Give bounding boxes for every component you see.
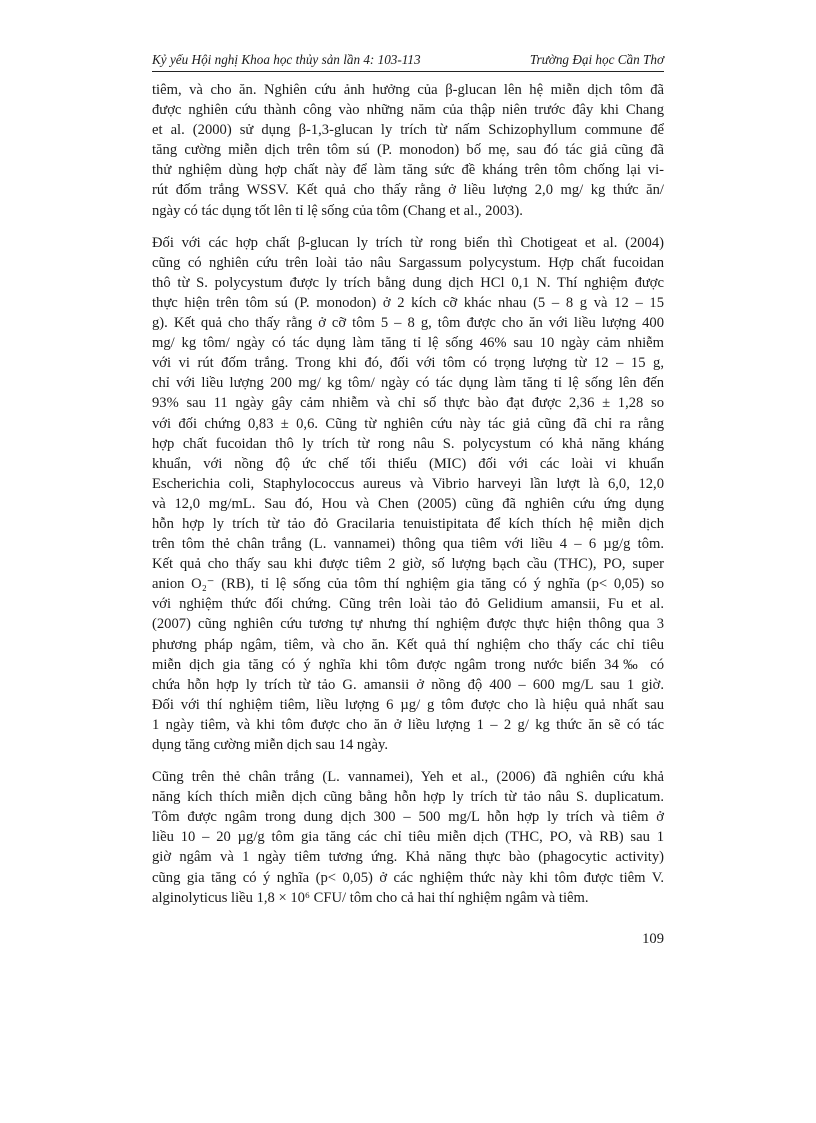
text-line: thô từ S. polycystum được ly trích bằng dung dịch HCl 0,1 N. Thí nghiệm được [152, 274, 664, 291]
text-line: ngày có tác dụng tốt lên tỉ lệ sống của tôm (Chang et al., 2003). [152, 202, 523, 219]
text-line: miễn dịch gia tăng có ý nghĩa khi tôm được ngâm trong nước biển 34‰ có [152, 656, 664, 673]
text-line: năng kích thích miễn dịch cũng bằng hỗn hợp ly trích từ tảo nâu S. duplicatum. [152, 789, 664, 806]
text-line: hỗn hợp ly trích từ tảo đỏ Gracilaria tenuistipitata để kích thích hệ miễn dịch [152, 515, 664, 532]
text-line: Đối với thí nghiệm tiêm, liều lượng 6 µg/ g tôm được cho là hiệu quả nhất sau [152, 696, 664, 713]
header-rule [152, 71, 664, 72]
text-line: cũng gia tăng có ý nghĩa (p< 0,05) ở các nghiệm thức này khi tôm được tiêm V. [152, 869, 664, 886]
paragraph [152, 767, 664, 908]
text-line: tiêm, và cho ăn. Nghiên cứu ảnh hưởng của β-glucan lên hệ miễn dịch tôm đã [152, 82, 664, 98]
text-line: mg/ kg tôm/ ngày có tác dụng làm tăng tỉ lệ sống 46% sau 10 ngày cảm nhiễm [152, 335, 664, 352]
text-line: khuẩn, với nồng độ ức chế tối thiểu (MIC) đối với các loài vi khuẩn [152, 455, 664, 472]
text-line: với đối chứng 0,83 ± 0,6. Cũng từ nghiên cứu này tác giả cũng đã chỉ ra rằng [152, 415, 664, 432]
page-number: 109 [642, 931, 664, 947]
text-line: Tôm được ngâm trong dung dịch 300 – 500 mg/L hỗn hợp ly trích và tiêm ở [152, 809, 664, 826]
text-line: Đối với các hợp chất β-glucan ly trích từ rong biển thì Chotigeat et al. (2004) [152, 234, 664, 251]
text-line: g). Kết quả cho thấy rằng ở cỡ tôm 5 – 8 g, tôm được cho ăn với liều lượng 400 [152, 315, 664, 332]
text-line: tăng cường miễn dịch trên tôm sú (P. monodon) bố mẹ, sau đó tác giả cũng đã [152, 142, 664, 159]
text-line: thực hiện trên tôm sú (P. monodon) ở 2 kích cỡ khác nhau (5 – 8 g và 12 – 15 [152, 294, 664, 311]
text-line: Escherichia coli, Staphylococcus aureus và Vibrio harveyi lần lượt là 6,0, 12,0 [152, 475, 664, 492]
text-line: 93% sau 11 ngày gây cảm nhiễm và chỉ số thực bào đạt được 2,36 ± 1,28 so [152, 395, 664, 412]
text-line: 1 ngày tiêm, và khi tôm được cho ăn ở liều lượng 1 – 2 g/ kg thức ăn sẽ có tác [152, 716, 664, 733]
paragraph [152, 80, 664, 221]
text-line: et al. (2000) sử dụng β-1,3-glucan ly trích từ nấm Schizophyllum commune để [152, 122, 664, 139]
text-line: hợp chất fucoidan thô ly trích từ rong nâu S. polycystum có khả năng kháng [152, 435, 664, 452]
text-line: alginolyticus liều 1,8 × 10⁶ CFU/ tôm cho cả hai thí nghiệm ngâm và tiêm. [152, 889, 589, 906]
text-line: chứa hỗn hợp ly trích từ tảo G. amansii ở nồng độ 400 – 600 mg/L sau 1 giờ. [152, 676, 664, 693]
text-line: Cũng trên thẻ chân trắng (L. vannamei), Yeh et al., (2006) đã nghiên cứu khả [152, 769, 664, 786]
text-line: với vi rút đốm trắng. Trong khi đó, đối với tôm có trọng lượng từ 12 – 15 g, [152, 355, 664, 372]
text-line: trên tôm thẻ chân trắng (L. vannamei) thông qua tiêm với liều 4 – 6 µg/g tôm. [152, 536, 664, 553]
text-line: và 12,0 mg/mL. Sau đó, Hou và Chen (2005) cũng đã nghiên cứu ứng dụng [152, 495, 664, 512]
text-line: anion O₂⁻ (RB), tỉ lệ sống của tôm thí nghiệm gia tăng có ý nghĩa (p< 0,05) so [152, 576, 664, 593]
text-line: rút đốm trắng WSSV. Kết quả cho thấy rằng ở liều lượng 2,0 mg/ kg thức ăn/ [152, 182, 664, 199]
header-proceedings-title: Kỷ yếu Hội nghị Khoa học thủy sản lần 4: 103-113 [152, 52, 421, 67]
text-line: được nghiên cứu thành công vào những năm của thập niên trước đây khi Chang [152, 102, 664, 119]
running-header [152, 52, 664, 72]
paragraph [152, 233, 664, 755]
text-line: chỉ với liều lượng 200 mg/ kg tôm/ ngày có tác dụng làm tăng tỉ lệ sống lên đến [152, 375, 664, 392]
text-line: thử nghiệm dùng hợp chất này để làm tăng sức đề kháng trên tôm chống lại vi- [152, 162, 664, 179]
text-line: dụng tăng cường miễn dịch sau 14 ngày. [152, 737, 388, 753]
text-line: với nghiệm thức đối chứng. Cũng trên loài tảo đỏ Gelidium amansii, Fu et al. [152, 596, 664, 613]
text-line: phương pháp ngâm, tiêm, và cho ăn. Kết quả thí nghiệm cho thấy các chỉ tiêu [152, 636, 664, 653]
text-line: liều 10 – 20 µg/g tôm gia tăng các chỉ tiêu miễn dịch (THC, PO, và RB) sau 1 [152, 829, 664, 846]
text-line: cũng có nghiên cứu trên loài tảo nâu Sargassum polycystum. Hợp chất fucoidan [152, 254, 664, 271]
article-body [152, 80, 664, 920]
header-university: Trường Đại học Cần Thơ [529, 52, 664, 67]
text-line: Kết quả cho thấy sau khi được tiêm 2 giờ, số lượng bạch cầu (THC), PO, super [152, 556, 664, 573]
text-line: giờ ngâm và 1 ngày tiêm tương ứng. Khả năng thực bào (phagocytic activity) [152, 849, 664, 866]
text-line: (2007) cũng nghiên cứu tương tự nhưng thí nghiệm được thực hiện thông qua 3 [152, 616, 664, 633]
